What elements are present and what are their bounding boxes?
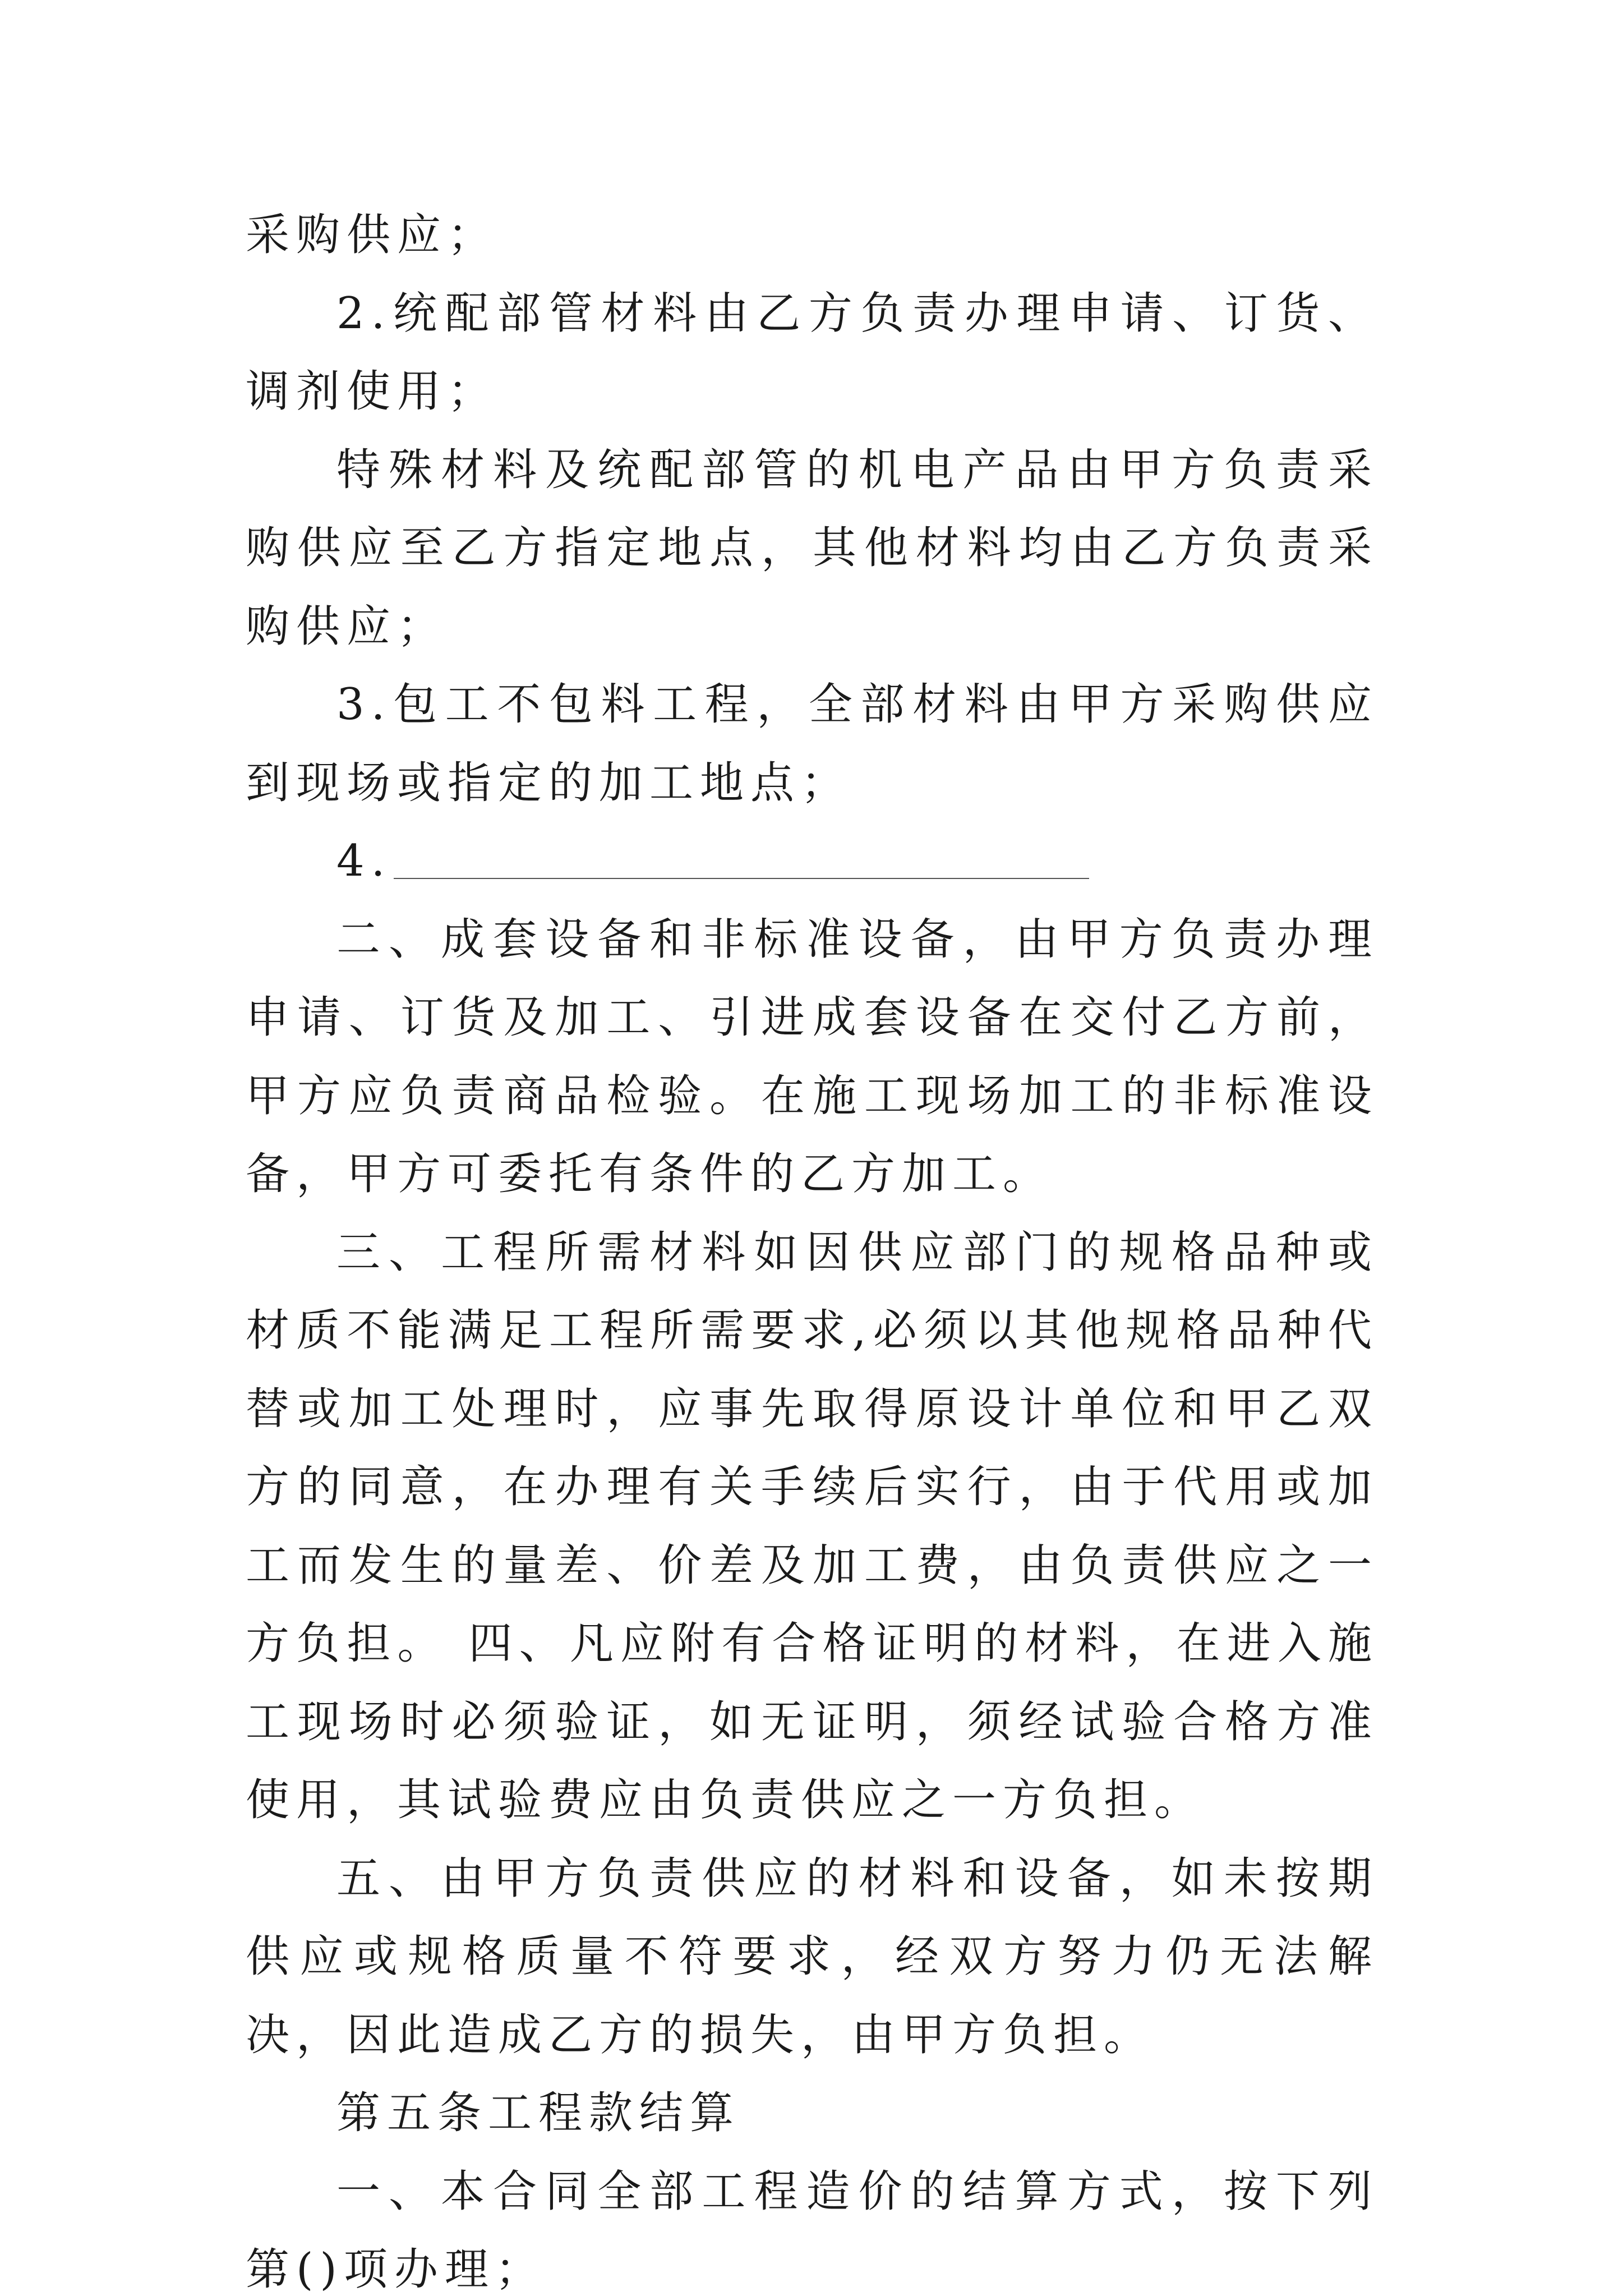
paragraph-special-materials: 特殊材料及统配部管的机电产品由甲方负责采购供应至乙方指定地点，其他材料均由乙方负责采购供应；: [246, 444, 1378, 652]
item-4-label: 4.: [336, 836, 392, 886]
fill-in-blank-line: [394, 878, 1089, 879]
paragraph-section-2: 二、成套设备和非标准设备，由甲方负责办理申请、订货及加工、引进成套设备在交付乙方前，甲方应负责商品检验。在施工现场加工的非标准设备，甲方可委托有条件的乙方加工。: [246, 914, 1378, 1199]
article-5-heading: 第五条工程款结算: [336, 2088, 741, 2138]
paragraph-section-5: 五、由甲方负责供应的材料和设备，如未按期供应或规格质量不符要求，经双方努力仍无法解决，因此造成乙方的损失，由甲方负担。: [246, 1853, 1378, 2060]
paragraph-section-3: 三、工程所需材料如因供应部门的规格品种或材质不能满足工程所需要求,必须以其他规格品种代替或加工处理时，应事先取得原设计单位和甲乙双方的同意，在办理有关手续后实行，由于代用或加工而发生的量差、价差及加工费，由负责供应之一方负担。 四、凡应附有合格证明的材料，在进入施工现场时必须验证，如无证明，须经试验合格方准使用，其试验费应由负责供应之一方负担。: [246, 1227, 1378, 1825]
paragraph-item-2: 2.统配部管材料由乙方负责办理申请、订货、调剂使用；: [246, 288, 1378, 417]
paragraph-procurement-supply: 采购供应；: [246, 210, 499, 260]
document-body: [246, 196, 1378, 2296]
paragraph-item-4: [246, 822, 1378, 901]
paragraph-settlement-method: 一、本合同全部工程造价的结算方式，按下列第()项办理；: [246, 2166, 1378, 2295]
paragraph-item-3: 3.包工不包料工程，全部材料由甲方采购供应到现场或指定的加工地点；: [246, 679, 1378, 808]
